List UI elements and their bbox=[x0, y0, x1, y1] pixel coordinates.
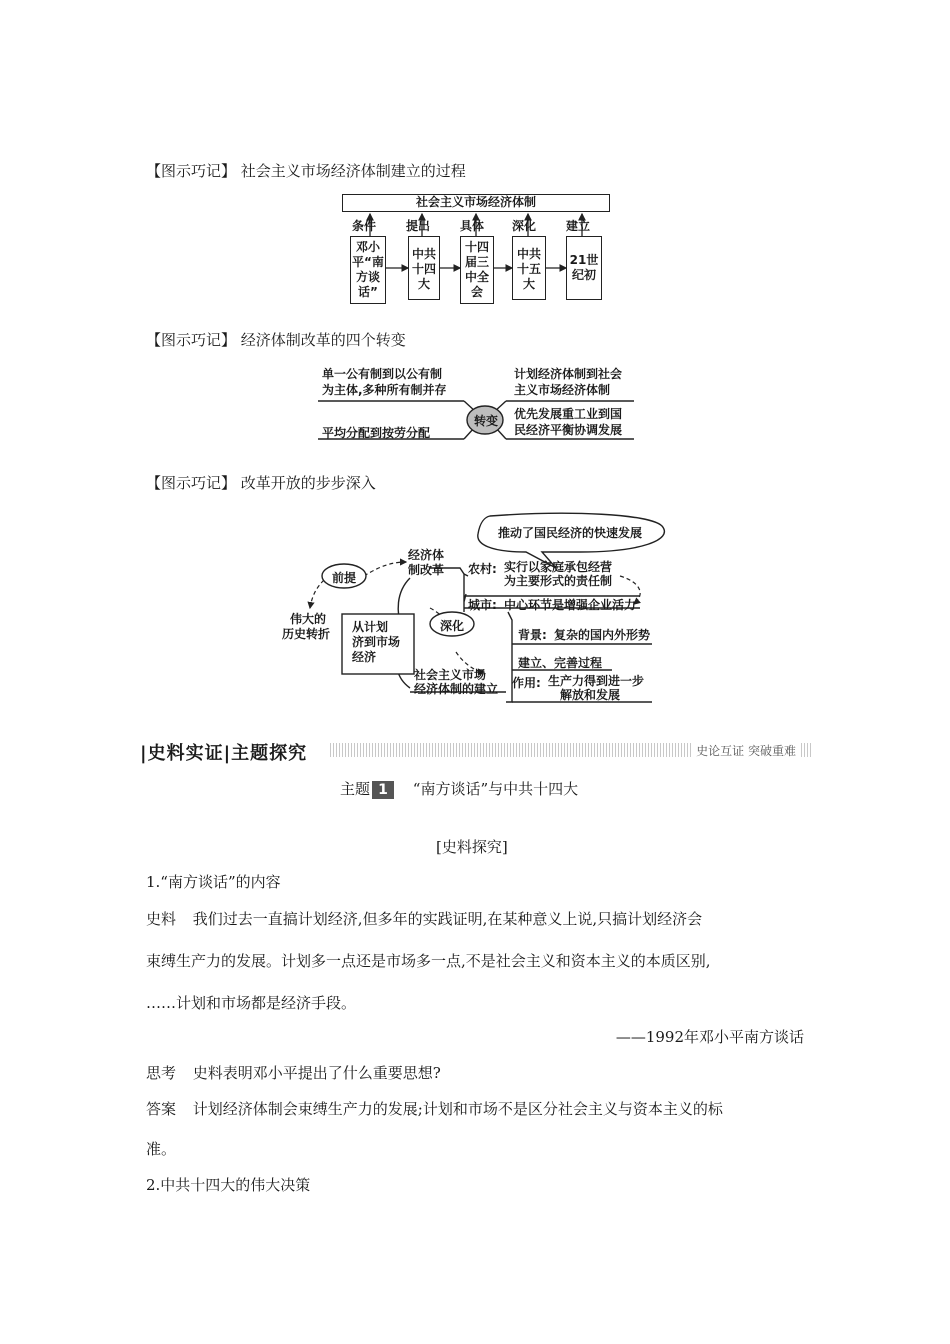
answer-line-2: 准。 bbox=[146, 1140, 177, 1158]
caption-bracket: 【图示巧记】 bbox=[146, 162, 237, 180]
diagram-reform-deepening bbox=[280, 512, 670, 708]
caption-bracket: 【图示巧记】 bbox=[146, 474, 237, 492]
label-deepen: 深化 bbox=[512, 219, 537, 233]
answer-label: 答案 bbox=[146, 1100, 177, 1118]
section-caption-3 bbox=[146, 472, 376, 493]
diagram3-rural-text: 实行以家庭承包经营 为主要形式的责任制 bbox=[504, 560, 613, 588]
think-label: 思考 bbox=[146, 1064, 177, 1082]
question1-heading: 1.“南方谈话”的内容 bbox=[146, 873, 281, 891]
caption-title: 社会主义市场经济体制建立的过程 bbox=[240, 162, 466, 180]
topic-heading bbox=[340, 778, 578, 799]
diagram3-premise: 前提 bbox=[332, 571, 357, 585]
diagram3-great-turning: 伟大的 历史转折 bbox=[282, 612, 331, 641]
diagram3-urban-label: 城市: bbox=[468, 598, 497, 612]
section-banner bbox=[140, 739, 812, 763]
diagram3-process: 建立、完善过程 bbox=[518, 656, 603, 670]
label-concrete: 具体 bbox=[460, 219, 485, 233]
source-label: 史料 bbox=[146, 910, 177, 928]
box-14th-congress: 中共 十四 大 bbox=[408, 236, 440, 300]
section-caption-2 bbox=[146, 329, 406, 350]
diagram-market-economy-process bbox=[338, 192, 612, 308]
section-caption-1 bbox=[146, 160, 466, 181]
topic-number-badge: 1 bbox=[372, 781, 394, 799]
caption-title: 经济体制改革的四个转变 bbox=[240, 331, 406, 349]
answer-line-1: 答案 计划经济体制会束缚生产力的发展;计划和市场不是区分社会主义与资本主义的标 bbox=[146, 1100, 723, 1118]
caption-title: 改革开放的步步深入 bbox=[240, 474, 376, 492]
diagram2-right-top: 计划经济体制到社会 主义市场经济体制 bbox=[514, 367, 623, 397]
diagram3-effect-label: 作用: bbox=[512, 676, 541, 690]
diagram2-left-bottom: 平均分配到按劳分配 bbox=[322, 426, 431, 440]
source-line-3: ……计划和市场都是经济手段。 bbox=[146, 994, 357, 1012]
topic-title: “南方谈话”与中共十四大 bbox=[412, 780, 579, 798]
source-line-2: 束缚生产力的发展。计划多一点还是市场多一点,不是社会主义和资本主义的本质区别, bbox=[146, 952, 711, 970]
diagram3-rural-label: 农村: bbox=[468, 562, 497, 576]
diagram1-header: 社会主义市场经济体制 bbox=[342, 194, 610, 212]
box-deng-southern-talks: 邓小 平“南 方谈 话” bbox=[350, 236, 386, 304]
question2-heading: 2.中共十四大的伟大决策 bbox=[146, 1176, 311, 1194]
diagram3-background-label: 背景: bbox=[518, 628, 547, 642]
banner-title: |史料实证|主题探究 bbox=[140, 743, 308, 764]
box-15th-congress: 中共 十五 大 bbox=[512, 236, 546, 300]
diagram3-economic-reform: 经济体 制改革 bbox=[408, 548, 445, 577]
diagram3-cloud-text: 推动了国民经济的快速发展 bbox=[498, 526, 643, 540]
diagram-four-transitions bbox=[314, 364, 638, 444]
label-establish: 建立 bbox=[566, 219, 591, 233]
diagram3-center-box: 从计划 济到市场 经济 bbox=[352, 620, 401, 664]
caption-bracket: 【图示巧记】 bbox=[146, 331, 237, 349]
subheading: [史料探究] bbox=[436, 838, 508, 856]
box-14th-third-plenum: 十四 届三 中全 会 bbox=[460, 236, 494, 304]
diagram2-center: 转变 bbox=[474, 414, 499, 428]
diagram3-effect-text: 生产力得到进一步 解放和发展 bbox=[548, 674, 645, 702]
topic-prefix: 主题 bbox=[340, 780, 371, 798]
diagram2-left-top: 单一公有制到以公有制 为主体,多种所有制并存 bbox=[322, 367, 447, 397]
banner-tag: 史论互证 突破重难 bbox=[692, 742, 800, 759]
diagram3-deepen: 深化 bbox=[440, 619, 465, 633]
diagram3-urban-text: 中心环节是增强企业活力 bbox=[504, 598, 637, 612]
source-line-1: 史料 我们过去一直搞计划经济,但多年的实践证明,在某种意义上说,只搞计划经济会 bbox=[146, 910, 703, 928]
label-conditions: 条件 bbox=[352, 219, 377, 233]
label-propose: 提出 bbox=[406, 219, 431, 233]
think-line: 思考 史料表明邓小平提出了什么重要思想? bbox=[146, 1064, 441, 1082]
diagram2-right-bottom: 优先发展重工业到国 民经济平衡协调发展 bbox=[514, 407, 623, 437]
source-attribution: ——1992年邓小平南方谈话 bbox=[615, 1028, 804, 1046]
diagram3-background-text: 复杂的国内外形势 bbox=[554, 628, 651, 642]
box-21st-century: 21世 纪初 bbox=[566, 236, 602, 300]
diagram3-market-system: 社会主义市场 经济体制的建立 bbox=[414, 668, 499, 696]
